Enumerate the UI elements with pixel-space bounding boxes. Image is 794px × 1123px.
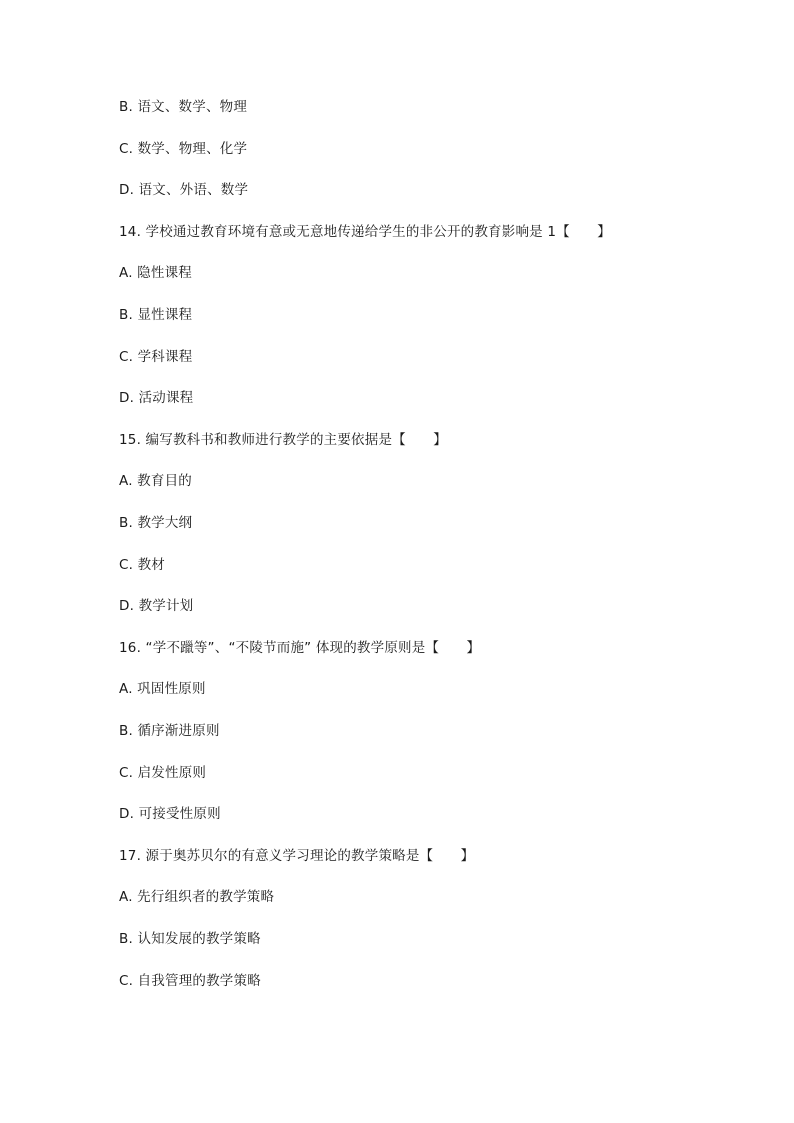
question-16: 16. “学不躐等”、“不陵节而施” 体现的教学原则是【 】 [119, 640, 481, 656]
option-14d: D. 活动课程 [119, 390, 194, 406]
option-14a: A. 隐性课程 [119, 265, 192, 281]
option-17a: A. 先行组织者的教学策略 [119, 889, 275, 905]
option-14b: B. 显性课程 [119, 307, 193, 323]
option-16c: C. 启发性原则 [119, 765, 207, 781]
option-13d: D. 语文、外语、数学 [119, 182, 249, 198]
question-17: 17. 源于奥苏贝尔的有意义学习理论的教学策略是【 】 [119, 848, 475, 864]
option-15c: C. 教材 [119, 557, 166, 573]
option-14c: C. 学科课程 [119, 349, 193, 365]
option-16a: A. 巩固性原则 [119, 681, 206, 697]
question-14: 14. 学校通过教育环境有意或无意地传递给学生的非公开的教育影响是 1【 】 [119, 224, 611, 240]
option-16d: D. 可接受性原则 [119, 806, 221, 822]
question-15: 15. 编写教科书和教师进行教学的主要依据是【 】 [119, 432, 447, 448]
option-13c: C. 数学、物理、化学 [119, 141, 248, 157]
option-15a: A. 教育目的 [119, 473, 192, 489]
option-13b: B. 语文、数学、物理 [119, 99, 248, 115]
option-16b: B. 循序渐进原则 [119, 723, 220, 739]
option-15d: D. 教学计划 [119, 598, 194, 614]
option-17b: B. 认知发展的教学策略 [119, 931, 261, 947]
option-15b: B. 教学大纲 [119, 515, 193, 531]
option-17c: C. 自我管理的教学策略 [119, 973, 261, 989]
